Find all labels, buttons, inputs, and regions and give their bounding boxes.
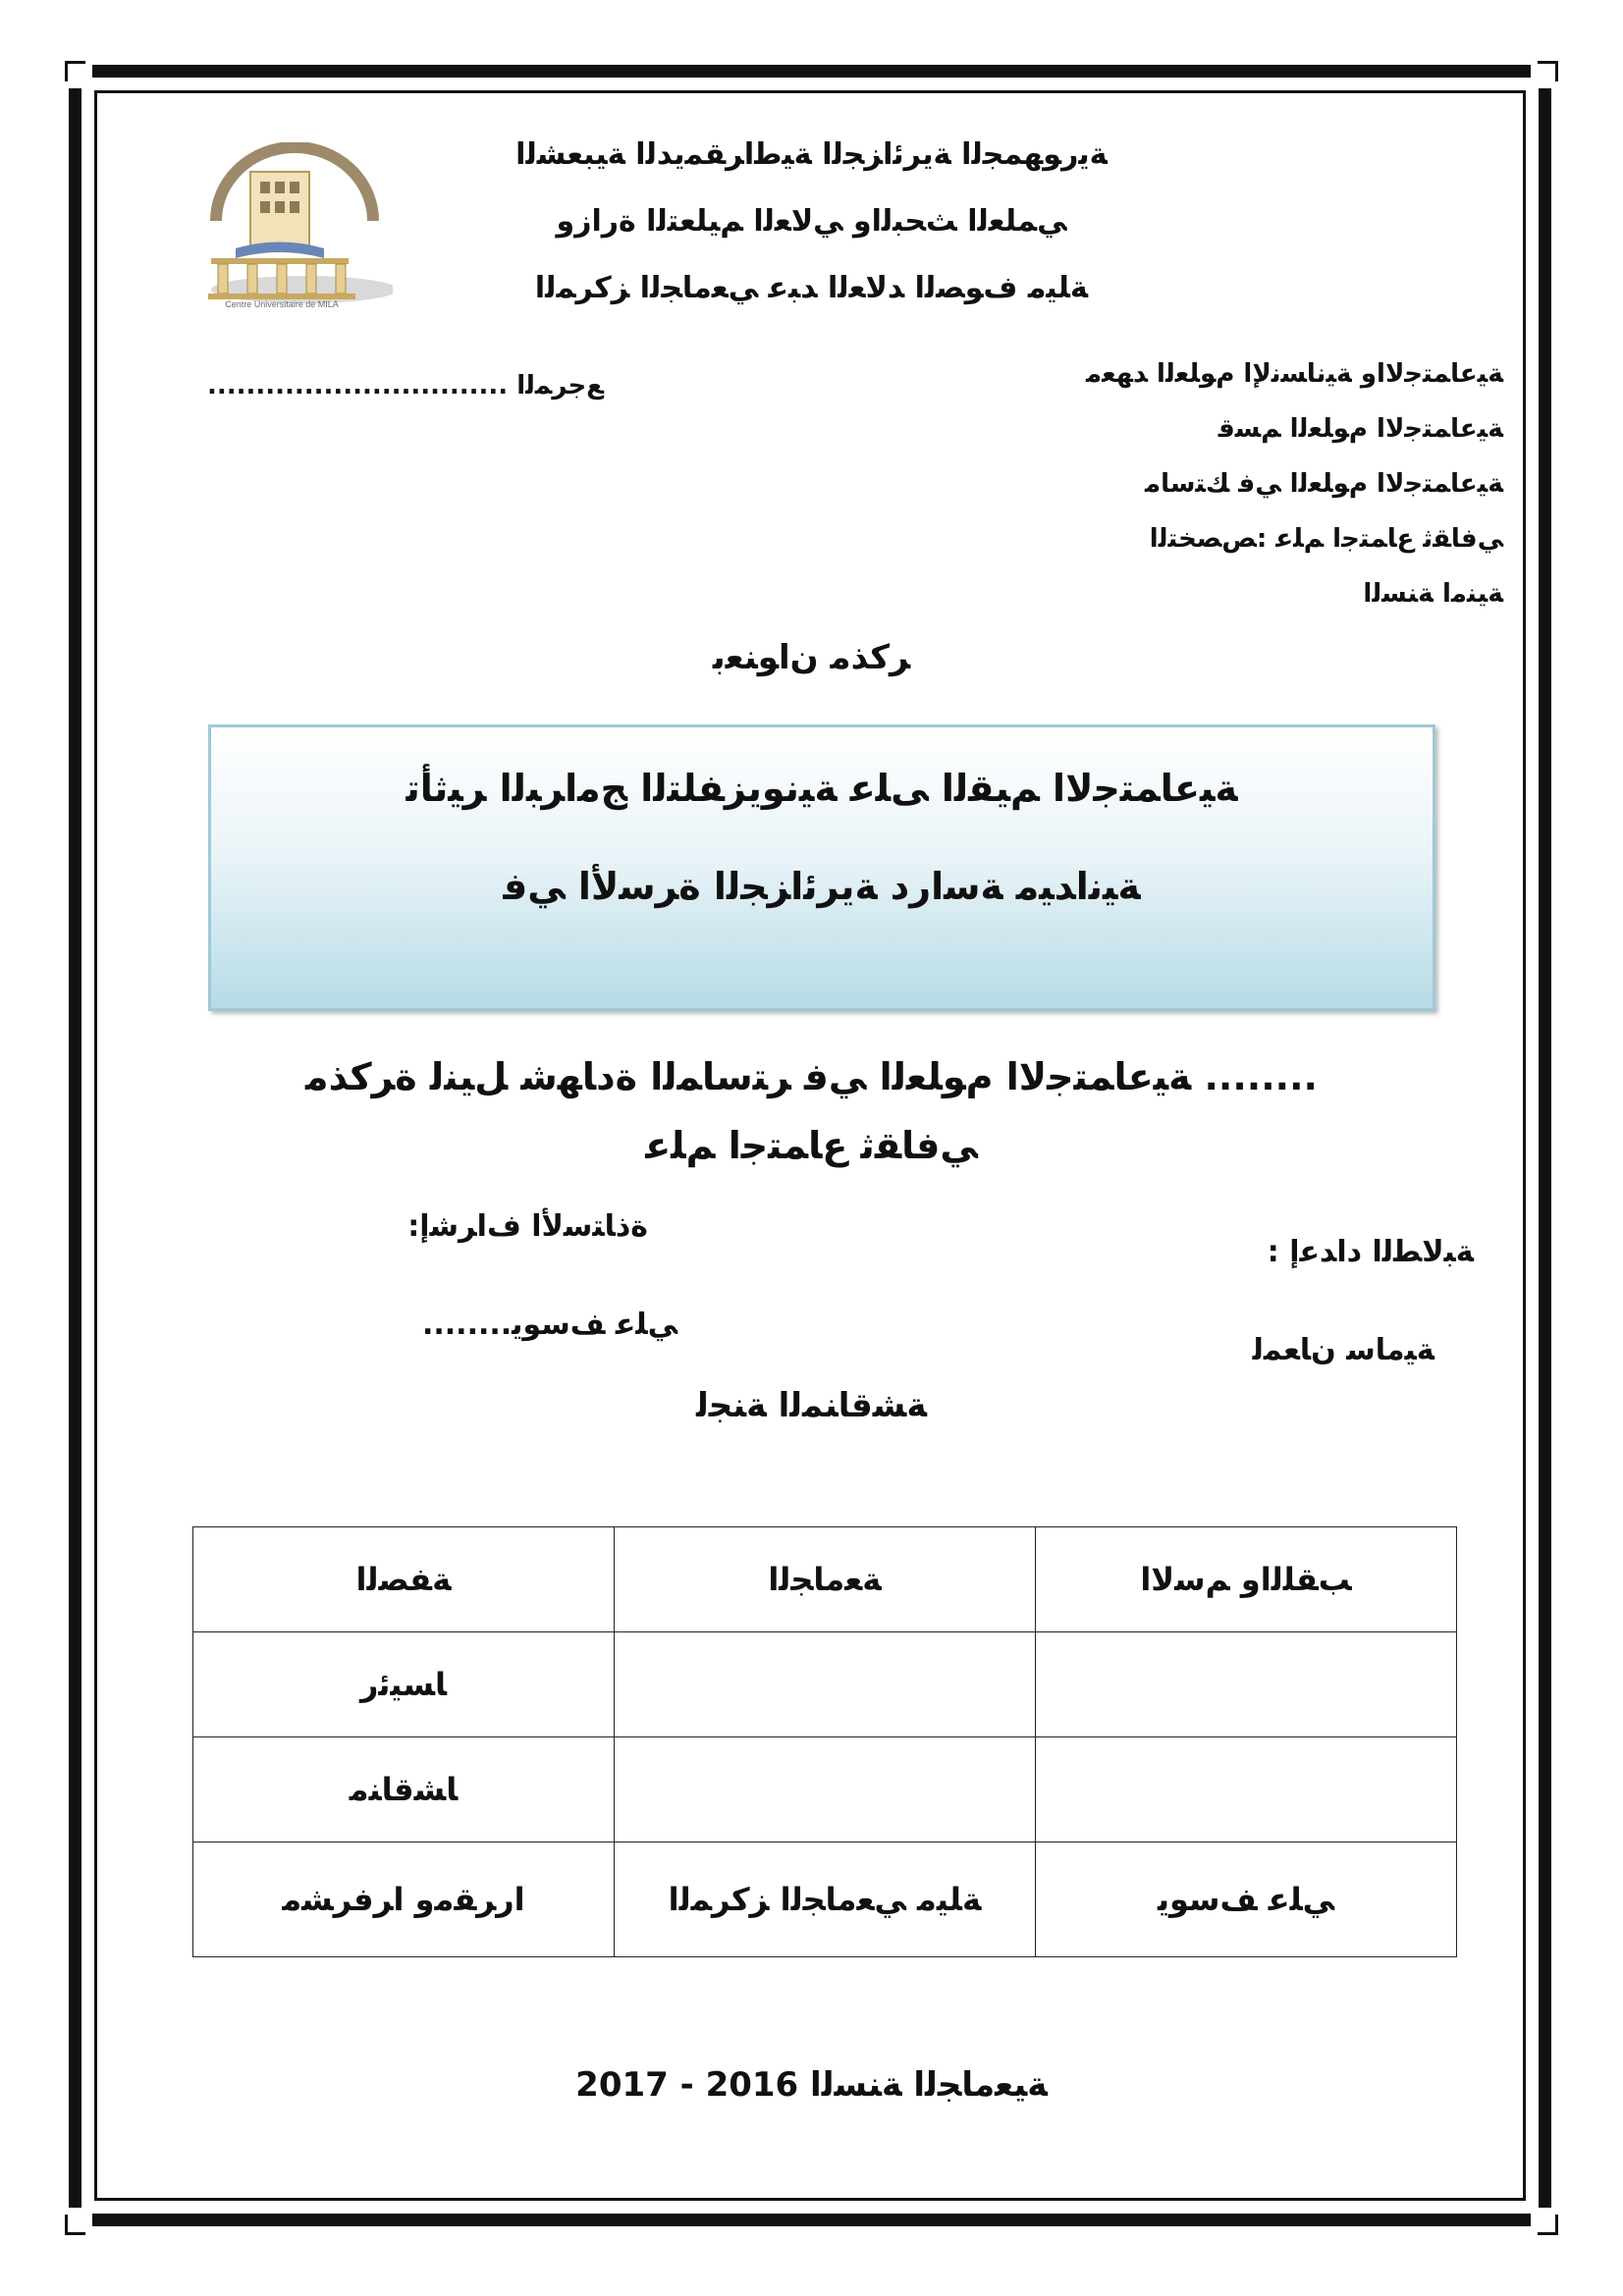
thesis-title-box [208,724,1435,1011]
reference-dots: ............................... [206,371,509,400]
cell-name: ﻲﻠﻋ ﻒﺳﻮﻳ [1036,1842,1457,1957]
degree-line1: ﺔﻴﻋﺎﻤﺘﺟﻻﺍ ﻡﻮﻠﻌﻟﺍ ﻲﻓ ﺮﺘﺳﺎﻤﻟﺍ ﺓﺩﺎﻬﺷ ﻞﻴﻨﻟ ﺓﺮﻛﺬﻣ ........ [305,1055,1318,1098]
institute-name: ﺔﻴﻋﺎﻤﺘﺟﻻﺍﻭ ﺔﻴﻧﺎﺴﻧﻹﺍ ﻡﻮﻠﻌﻟﺍ ﺪﻬﻌﻣ [1086,359,1503,389]
table-row [193,1842,1457,1957]
cell-university [615,1632,1036,1737]
academic-year: 2017 - 2016 ﺔﻴﻌﻣﺎﺠﻟﺍ ﺔﻨﺴﻟﺍ [575,2065,1048,2105]
jury-table [192,1526,1457,1957]
cell-university: ﺔﻠﻴﻣ ﻲﻌﻣﺎﺠﻟﺍ ﺰﻛﺮﻤﻟﺍ [615,1842,1036,1957]
thesis-title-line2: ﺔﻴﻧﺍﺪﻴﻣ ﺔﺳﺍﺭﺩ ﺔﻳﺮﺋﺍﺰﺠﻟﺍ ﺓﺮﺳﻷﺍ ﻲﻓ [503,865,1141,908]
header-ministry: ﻲﻤﻠﻌﻟﺍ ﺚﺤﺒﻟﺍﻭ ﻲﻟﺎﻌﻟﺍ ﻢﻴﻠﻌﺘﻟﺍ ﺓﺭﺍﺯﻭ [556,204,1067,239]
supervisor-label: :ﺓﺫﺎﺘﺳﻷﺍ ﻑﺍﺮﺷﺇ [407,1209,648,1244]
border-corner [57,53,92,88]
table-row [193,1737,1457,1842]
reference-label: ﻊﺟﺮﻤﻟﺍ [516,371,604,400]
header-republic: ﺔﻳﺭﻮﻬﻤﺠﻟﺍ ﺔﻳﺮﺋﺍﺰﺠﻟﺍ ﺔﻴﻃﺍﺮﻘﻤﻳﺪﻟﺍ ﺔﻴﺒﻌﺸﻟﺍ [515,137,1108,172]
thesis-label: ﺮﻛﺬﻣ ﻥﺍﻮﻨﻌﺑ [712,638,911,677]
column-header-name: ﺐﻘﻠﻟﺍﻭ ﻢﺳﻻﺍ [1036,1527,1457,1632]
table-header-row [193,1527,1457,1632]
column-header-university: ﺔﻌﻣﺎﺠﻟﺍ [615,1527,1036,1632]
cell-role: ﺎﺴﻴﺋﺭ [193,1632,615,1737]
cell-role: ﺎﺸﻗﺎﻨﻣ [193,1737,615,1842]
cell-name [1036,1632,1457,1737]
table-row [193,1632,1457,1737]
reference-field [182,371,604,400]
student-name: ﺔﻴﻣﺎﺳ ﻥﺎﻌﻤﻟ [1252,1333,1434,1367]
program-name: ﺔﻴﻋﺎﻤﺘﺟﻻﺍ ﻡﻮﻠﻌﻟﺍ ﻲﻓ ﻚﺘﺳﺎﻣ [1144,469,1503,499]
specialty-name: ﻲﻓﺎﻘﺛ ﻉﺎﻤﺘﺟﺍ ﻢﻠﻋ :ﺺﺼﺨﺘﻟﺍ [1149,524,1503,554]
degree-specialty: ﻲﻓﺎﻘﺛ ﻉﺎﻤﺘﺟﺍ ﻢﻠﻋ [645,1124,978,1167]
logo-caption: Centre Universitaire de MILA [225,299,339,309]
header-university-center: ﺔﻠﻴﻣ ﻑﻮﺼﻟﺍ ﺪﻟﺎﻌﻟﺍ ﺪﺒﻋ ﻲﻌﻣﺎﺠﻟﺍ ﺰﻛﺮﻤﻟﺍ [534,271,1089,305]
cell-role: ﺍﺭﺮﻘﻣﻭ ﺍﺮﻓﺮﺸﻣ [193,1842,615,1957]
cell-name [1036,1737,1457,1842]
students-label: : ﺔﺒﻟﺎﻄﻟﺍ ﺩﺍﺪﻋﺇ [1267,1235,1474,1269]
column-header-role: ﺔﻔﺼﻟﺍ [193,1527,615,1632]
cell-university [615,1737,1036,1842]
border-corner [57,2208,92,2243]
border-corner [1531,53,1566,88]
border-corner [1531,2208,1566,2243]
jury-heading: ﺔﺸﻗﺎﻨﻤﻟﺍ ﺔﻨﺠﻟ [696,1386,927,1425]
year-level: ﺔﻴﻨﻣﺍ ﺔﻨﺴﻟﺍ [1363,579,1503,609]
department-name: ﺔﻴﻋﺎﻤﺘﺟﻻﺍ ﻡﻮﻠﻌﻟﺍ ﻢﺴﻗ [1217,414,1503,444]
thesis-title-line1: ﺔﻴﻋﺎﻤﺘﺟﻻﺍ ﻢﻴﻘﻟﺍ ﻰﻠﻋ ﺔﻴﻧﻮﻳﺰﻔﻠﺘﻟﺍ ﺞﻣﺍﺮﺒﻟﺍ ﺮﻴﺛﺄﺗ [406,767,1238,810]
supervisor-name: ........ﻲﻠﻋ ﻒﺳﻮﻳ [421,1308,677,1342]
